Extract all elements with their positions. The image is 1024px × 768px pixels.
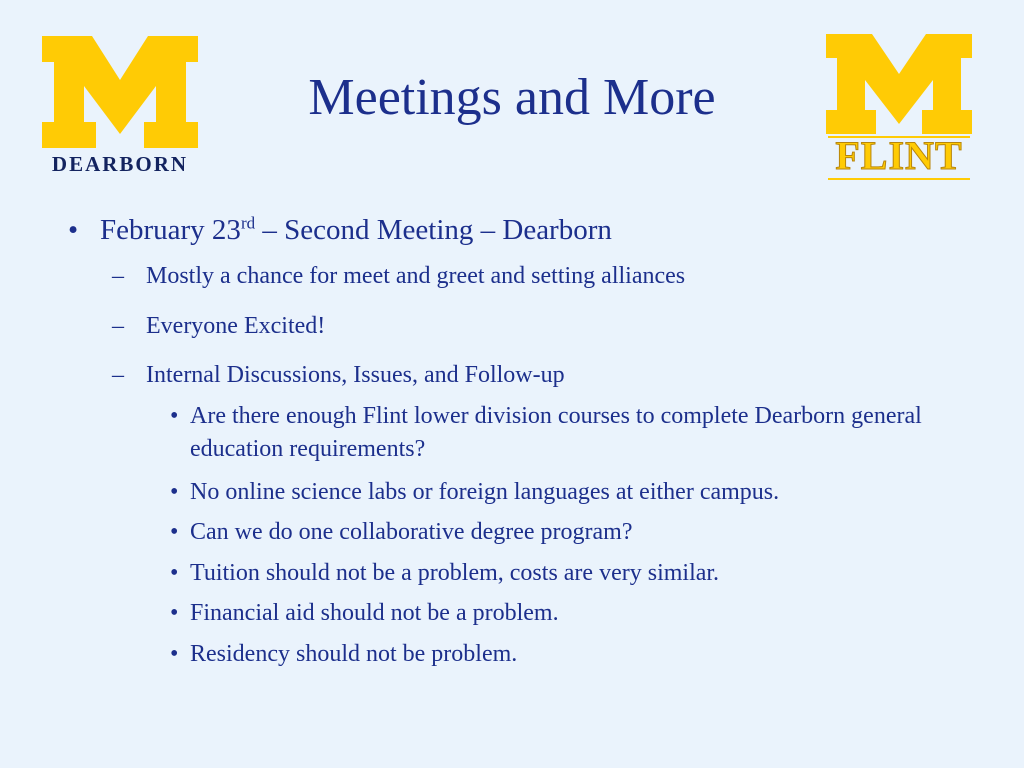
bullet-marker: •	[170, 560, 179, 586]
dash-marker: –	[112, 362, 124, 388]
bullet-marker: •	[170, 519, 179, 545]
bullet-marker: •	[170, 641, 179, 667]
bullet-marker: •	[170, 600, 179, 626]
flint-rule-bottom	[828, 178, 970, 180]
dash-marker: –	[112, 263, 124, 289]
main-bullet-text: February 23rd – Second Meeting – Dearborn	[100, 213, 612, 246]
bullet-marker: •	[68, 214, 79, 246]
slide-title: Meetings and More	[308, 69, 716, 126]
dash-marker: –	[112, 313, 124, 339]
bullet-marker: •	[170, 479, 179, 505]
dearborn-logo	[40, 34, 200, 180]
dearborn-wordmark: DEARBORN	[51, 152, 189, 176]
block-m-icon	[824, 32, 974, 136]
bullet-marker: •	[170, 403, 179, 429]
flint-logo	[824, 32, 974, 182]
slide: DEARBORN Meetings and More FLINT • February 23rd – Second Meeting – Dearborn – Mostly a chance for meet and greet and setting alliances – Everyone Excited! – Internal Discussions, Issues, and Follow-up • Are there enough Flint lower division courses to complete Dearborn general education requirements? • No online science labs or foreign languages at either campus. • Can we do one collaborative degree program? • Tuition should not be a problem, costs are very similar. • Financial aid should not be a problem. • Residency should not be problem.	[0, 0, 1024, 768]
block-m-icon	[40, 34, 200, 150]
flint-wordmark: FLINT	[835, 133, 963, 178]
date-ordinal-suffix: rd	[240, 213, 256, 233]
